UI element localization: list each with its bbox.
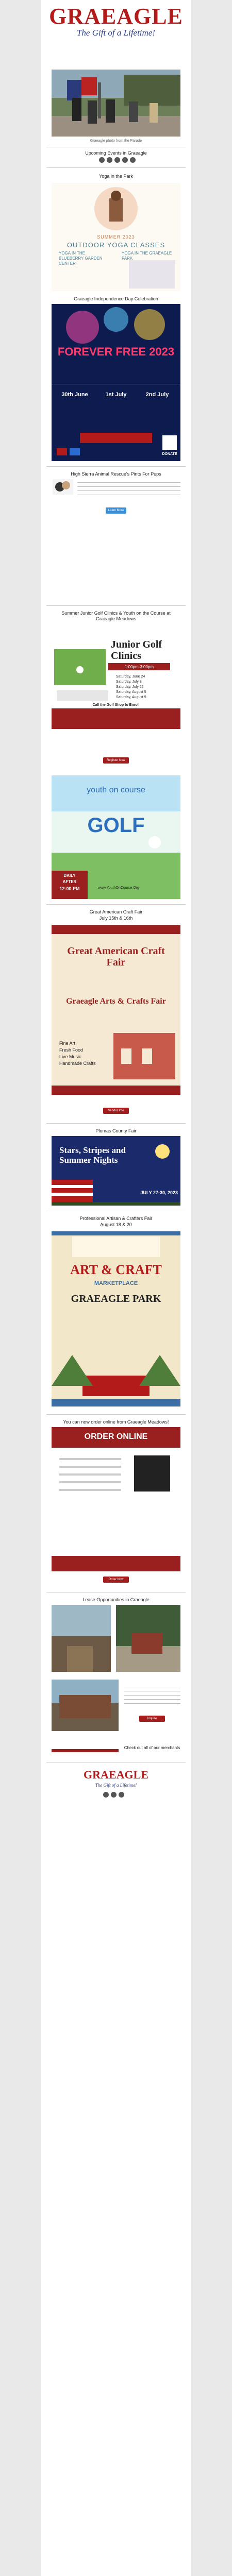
social-links (99, 157, 136, 163)
craft-subtitle: Graeagle Arts & Crafts Fair (66, 997, 166, 1006)
craft-vendor-button[interactable]: Vendor Info (103, 1108, 129, 1114)
pets-image (53, 479, 73, 495)
lease-photo-1 (52, 1605, 111, 1672)
lease-photo-2 (116, 1605, 180, 1672)
divider (46, 466, 186, 467)
facebook-icon[interactable] (103, 1792, 109, 1798)
parade-caption: Graeagle photo from the Parade (90, 139, 142, 143)
upcoming-title: Upcoming Events in Graeagle (85, 150, 147, 156)
instagram-icon[interactable] (111, 1792, 117, 1798)
professional-dates: August 18 & 20 (100, 1222, 132, 1227)
county-dates: JULY 27-30, 2023 (140, 1190, 178, 1195)
footer-social-links (103, 1792, 124, 1798)
professional-marketplace: MARKETPLACE (94, 1280, 138, 1286)
facebook-icon[interactable] (99, 157, 105, 163)
professional-title: Professional Artisan & Crafters Fair (79, 1216, 153, 1221)
craft-title: Great American Craft Fair (89, 909, 143, 914)
footer-tagline: The Gift of a Lifetime! (95, 1783, 137, 1788)
county-poster-title: Stars, Stripes and Summer Nights (59, 1145, 126, 1165)
professional-place: GRAEAGLE PARK (71, 1293, 161, 1304)
yoga-season: SUMMER 2023 (97, 234, 135, 240)
divider (46, 167, 186, 168)
youth-site[interactable]: www.YouthOnCourse.Org (98, 886, 139, 890)
merchants-link[interactable]: Check out all of our merchants (124, 1745, 180, 1750)
divider (46, 1414, 186, 1415)
golf-time: 1:00pm-3:00pm (124, 665, 154, 669)
yoga-poster-title: OUTDOOR YOGA CLASSES (67, 241, 165, 249)
independence-date-1: 30th June (61, 392, 88, 398)
youth-time: 12:00 PM (59, 886, 80, 891)
golf-register-button[interactable]: Register Now (103, 757, 129, 764)
youth-after: AFTER (62, 879, 77, 884)
lease-title: Lease Opportunities in Graeagle (82, 1597, 150, 1602)
golf-date-3: Saturday, July 22 (116, 685, 144, 689)
craft-poster (52, 925, 180, 1095)
youth-word: GOLF (87, 814, 145, 837)
professional-poster (52, 1231, 180, 1406)
professional-poster-title: ART & CRAFT (70, 1262, 162, 1277)
craft-poster-title: Great American Craft Fair (67, 945, 165, 968)
youtube-icon[interactable] (122, 157, 128, 163)
independence-date-2: 1st July (105, 392, 127, 398)
parade-photo (52, 70, 180, 137)
pets-text (77, 480, 180, 496)
order-poster (52, 1427, 180, 1571)
independence-date-3: 2nd July (145, 392, 169, 398)
golf-poster (52, 626, 180, 729)
footer-brand: GRAEAGLE (84, 1768, 148, 1781)
golf-call: Call the Golf Shop to Enroll (92, 703, 140, 707)
independence-title: Graeagle Independence Day Celebration (74, 296, 158, 301)
craft-item-3: Live Music (59, 1054, 81, 1059)
merchants-strip (52, 1749, 119, 1752)
golf-date-5: Saturday, August 9 (116, 696, 146, 699)
lease-inquire-button[interactable]: Inquire (139, 1716, 165, 1722)
order-now-button[interactable]: Order Now (103, 1577, 129, 1583)
independence-poster-title: FOREVER FREE 2023 (57, 345, 175, 358)
instagram-icon[interactable] (114, 157, 120, 163)
independence-poster (52, 304, 180, 461)
youth-daily: DAILY (63, 873, 76, 878)
pets-title: High Sierra Animal Rescue's Pints For Pups (71, 471, 161, 477)
craft-dates: July 15th & 16th (99, 916, 133, 921)
twitter-icon[interactable] (107, 157, 112, 163)
email-icon[interactable] (119, 1792, 124, 1798)
lease-text (124, 1685, 180, 1705)
pets-learn-more-button[interactable]: Learn More (106, 507, 126, 514)
order-poster-title: ORDER ONLINE (84, 1432, 148, 1441)
craft-item-2: Fresh Food (59, 1047, 84, 1053)
lease-photo-3 (52, 1680, 119, 1731)
youth-poster (52, 775, 180, 899)
golf-date-4: Saturday, August 5 (116, 690, 146, 694)
golf-title: Summer Junior Golf Clinics & Youth on the Course at Graeagle Meadows (61, 611, 171, 621)
brand-logo: GRAEAGLE (49, 4, 183, 29)
golf-poster-title: Junior Golf Clinics (111, 639, 162, 662)
golf-date-1: Saturday, June 24 (116, 675, 145, 679)
tagline: The Gift of a Lifetime! (76, 28, 156, 38)
craft-item-4: Handmade Crafts (59, 1061, 96, 1066)
yoga-left-venue: YOGA IN THE BLUEBERRY GARDEN CENTER (59, 251, 103, 266)
yoga-title: Yoga in the Park (99, 174, 133, 179)
divider (46, 605, 186, 606)
yoga-right-venue: YOGA IN THE GRAEAGLE PARK (122, 251, 172, 261)
order-title: You can now order online from Graeagle Meadows! (63, 1419, 169, 1425)
header (41, 0, 191, 67)
yoga-poster (52, 183, 180, 291)
youth-heading: youth on course (87, 786, 145, 794)
newsletter-sheet (41, 0, 191, 2576)
county-title: Plumas County Fair (95, 1128, 137, 1133)
golf-date-2: Saturday, July 8 (116, 680, 142, 684)
email-icon[interactable] (130, 157, 136, 163)
divider (46, 1123, 186, 1124)
craft-item-1: Fine Art (59, 1041, 76, 1046)
donate-label[interactable]: DONATE (162, 452, 177, 456)
divider (46, 904, 186, 905)
county-poster (52, 1136, 180, 1206)
